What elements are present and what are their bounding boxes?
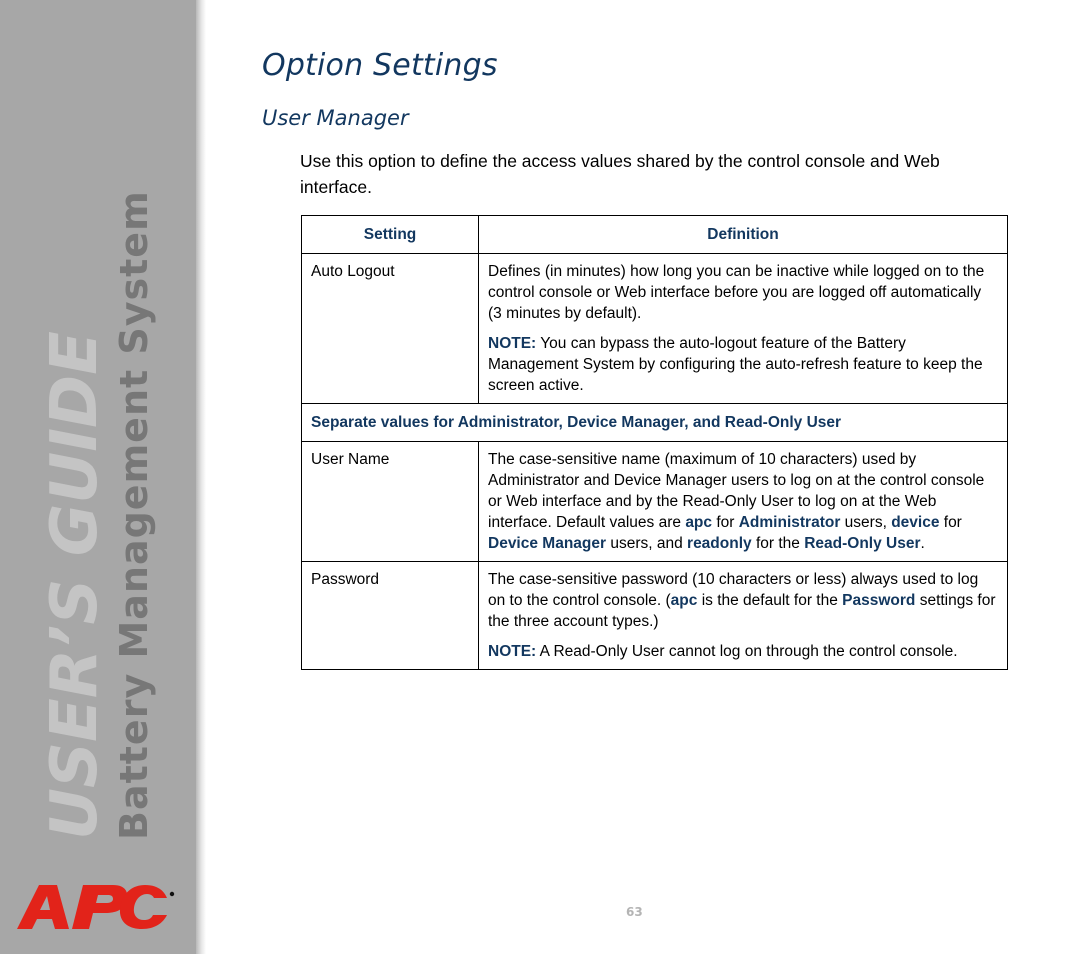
note [488,333,998,396]
text-part: for the [751,535,805,552]
definition-text [488,569,998,632]
table-row [302,254,1008,404]
users-guide-label: USER’S GUIDE [38,331,112,840]
value-administrator: Administrator [738,514,841,531]
section-row [302,404,1008,442]
value-read-only-user: Read-Only User [804,535,921,552]
text-part: users, [840,514,892,531]
definition-cell [479,254,1008,404]
note-label: NOTE: [488,335,537,352]
table-header-row [302,216,1008,254]
text-part: settings for the three account types.) [488,592,996,630]
value-readonly: readonly [687,535,752,552]
text-part: users, and [606,535,688,552]
table-row [302,442,1008,562]
text-part: . [920,535,925,552]
page-number: 63 [626,905,643,919]
text-part: The case-sensitive name (maximum of 10 characters) used by Administrator and Device Manager users to log on at the control console or Web interface and by the Read-Only User to log on at the Web interface. Default values are [488,451,985,531]
text-part: for [939,514,962,531]
sidebar-shadow [196,0,206,954]
note-text: You can bypass the auto-logout feature of the Battery Management System by configuring the auto-refresh feature to keep the screen active. [488,335,983,394]
product-name-label: Battery Management System [112,190,156,840]
definition-text [488,449,998,554]
note-text: A Read-Only User cannot log on through the control console. [536,643,958,660]
note-label: NOTE: [488,643,537,660]
page-title: Option Settings [262,48,498,83]
intro-paragraph: Use this option to define the access values shared by the control console and Web interface. [300,151,940,197]
setting-cell: Password [302,562,479,670]
settings-table [301,215,1008,670]
table-row [302,562,1008,670]
value-password: Password [842,592,916,609]
section-row-label: Separate values for Administrator, Device Manager, and Read-Only User [302,404,1008,442]
value-device: device [891,514,940,531]
definition-cell [479,562,1008,670]
apc-logo [17,884,177,930]
text-part: The case-sensitive password (10 characters or less) always used to log on to the control console. ( [488,571,979,609]
definition-text: Defines (in minutes) how long you can be inactive while logged on to the control console or Web interface before you are logged off automatically (3 minutes by default). [488,263,985,322]
text-part: is the default for the [697,592,843,609]
value-apc: apc [670,592,698,609]
setting-cell: User Name [302,442,479,562]
header-definition: Definition [479,216,1008,254]
note [488,641,998,662]
value-apc: apc [685,514,713,531]
setting-cell: Auto Logout [302,254,479,404]
header-setting: Setting [302,216,479,254]
text-part: for [712,514,739,531]
value-device-manager: Device Manager [488,535,607,552]
section-title: User Manager [262,106,409,130]
definition-cell [479,442,1008,562]
